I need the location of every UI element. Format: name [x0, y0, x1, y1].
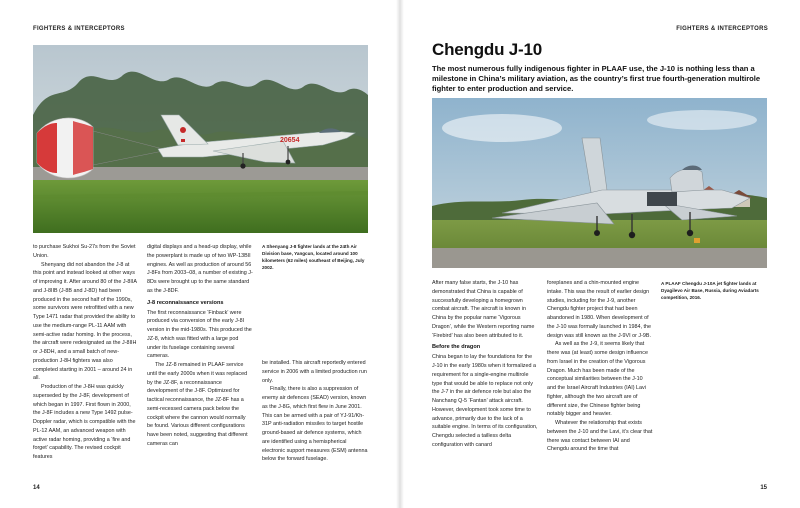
left-column-1 [33, 243, 139, 462]
paragraph: Whatever the relationship that exists between the J-10 and the Lavi, it’s clear that there was contact between IAI and Chengdu around the time that [547, 420, 653, 453]
paragraph: foreplanes and a chin-mounted engine intake. This was the result of earlier design studies, including for the J-9, another Chengdu fighter project that had been abandoned in 1980. When development of the J-10 was formally launched in 1984, the design was still known as the J-9VI or J-9B. [547, 280, 651, 339]
j10-landing-illustration [432, 98, 767, 268]
paragraph: Finally, there is also a suppression of enemy air defences (SEAD) version, known as the J-8G, which first flew in June 2001. This can be armed with a pair of YJ-91/Kh-31P anti-radiation missiles to target hostile ground-based air defence systems, which are identified using a hemispherical electronic support measures (ESM) antenna below the forward fuselage. [262, 386, 368, 463]
paragraph: As well as the J-9, it seems likely that there was (at least) some design influence from Israel in the creation of the Vigorous Dragon. Much has been made of the conceptual similarities between the J-10 and the Israel Aircraft Industries (IAI) Lavi fighter, although the two aircraft are of different size, the Chinese fighter being notably bigger and heavier. [547, 341, 648, 418]
left-photo-caption: A Shenyang J-8 fighter lands at the 24th Air Division base, Yangcun, located around 100 kilometers (62 miles) southeast of Beijing, July 2002. [262, 244, 365, 271]
left-column-3 [262, 359, 368, 464]
paragraph: The first reconnaissance ‘Finback’ were produced via conversion of the early J-8I version in the mid-1980s. This produced the JZ-8, which was fitted with a large pod under its fuselage containing several cameras. [147, 309, 252, 360]
paragraph: digital displays and a head-up display, while the powerplant is made up of two WP-13BII engines. As well as production of around 56 J-8Fs from 2003–08, a number of existing J-8Ds were brought up to the same standard as the J-8DF. [147, 244, 253, 294]
paragraph: be installed. This aircraft reportedly entered service in 2006 with a limited production run only. [262, 360, 367, 384]
paragraph: China began to lay the foundations for the J-10 in the early 1980s when it formalized a requirement for a single-engine multirole type that would be able to replace not only the J-7 in the air defence role but also the Nanchang Q-5 ‘Fantan’ attack aircraft. However, development took some time to advance, primarily due to the lack of a suitable engine. In terms of its configuration, Chengdu selected a tailless delta configuration with canard [432, 354, 538, 448]
right-column-1 [432, 279, 538, 450]
j8-landing-illustration [33, 45, 368, 233]
right-photo-caption: A PLAAF Chengdu J-10A jet fighter lands at Dyagilevo Air Base, Russia, during Aviadarts competition, 2016. [661, 281, 759, 301]
paragraph: Production of the J-8H was quickly superseded by the J-8F, development of which began in 1997. First flown in 2000, the J-8F includes a new Type 1492 pulse-Doppler radar, which is compatible with the PL-12 AAM, an advanced weapon with active radar homing, providing a ‘fire and forget’ capability. The revised cockpit features [33, 384, 136, 460]
left-column-2 [147, 243, 253, 449]
aircraft-serial-number: 20654 [280, 137, 300, 144]
paragraph: The JZ-8 remained in PLAAF service until the early 2000s when it was replaced by the JZ-8F, a reconnaissance development of the J-8F. Optimized for tactical reconnaissance, the JZ-8F has a semi-recessed camera pack below the cockpit where the cannon would normally be found. Various different configurations have been noted, suggesting that different cameras can [147, 362, 248, 447]
paragraph: to purchase Sukhoi Su-27s from the Soviet Union. [33, 244, 136, 259]
right-section-label: FIGHTERS & INTERCEPTORS [676, 26, 768, 32]
left-section-label: FIGHTERS & INTERCEPTORS [33, 26, 125, 32]
right-page-number: 15 [760, 485, 767, 491]
j10-landing-photo [432, 98, 767, 268]
page-gutter [396, 0, 404, 508]
article-title: Chengdu J-10 [432, 40, 543, 59]
paragraph: Shenyang did not abandon the J-8 at this point and instead looked at other ways of improving it. After around 80 of the J-8IIA and J-8IIB (J-8B and J-8D) had been produced in the second half of the 1990s, some survivors were retrofitted with a new Type 1471 radar that provided the ability to use the medium-range PL-11 AAM with semi-active radar homing. In the process, the aircraft were redesignated as the J-8IIH or J-8DH, and a small batch of new-production J-8H fighters was also completed starting in 2001 – around 24 in all. [33, 261, 137, 382]
left-page-number: 14 [33, 485, 40, 491]
paragraph: After many false starts, the J-10 has demonstrated that China is capable of successfully developing a homegrown combat aircraft. The aircraft is known in China by the popular name ‘Vigorous Dragon’, while the Western reporting name ‘Firebird’ has also been attributed to it. [432, 280, 535, 339]
section-heading: Before the dragon [432, 344, 481, 351]
section-heading: J-8 reconnaissance versions [147, 299, 224, 306]
article-standfirst: The most numerous fully indigenous fighter in PLAAF use, the J-10 is nothing less than a milestone in China’s military aviation, as the country’s first true fourth-generation multirole fighter to enter production and service. [432, 64, 761, 93]
j8-landing-photo [33, 45, 368, 233]
right-column-2 [547, 279, 653, 454]
